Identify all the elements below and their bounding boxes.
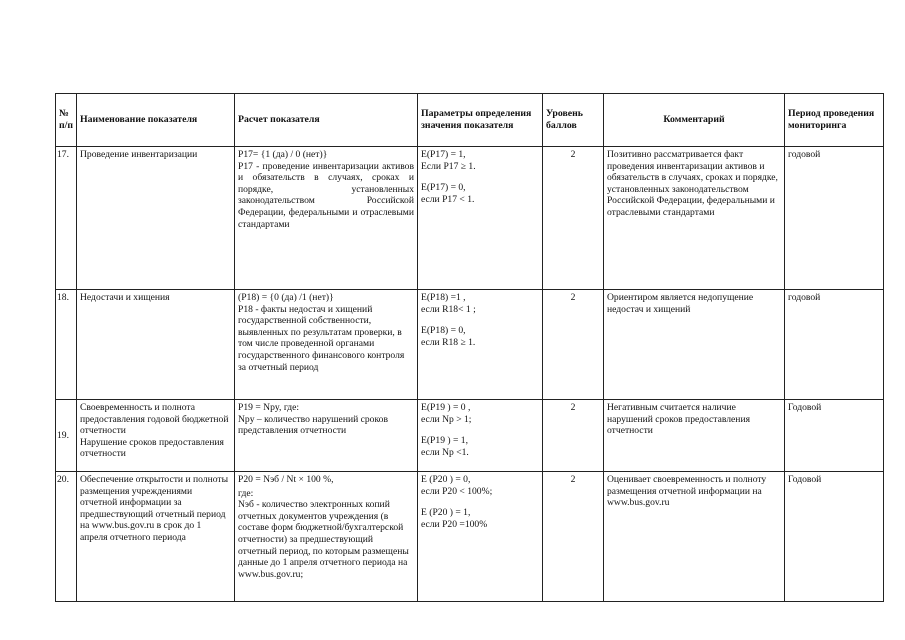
params-false: E (P20 ) = 0, если P20 < 100%; [421, 474, 493, 497]
table-row [56, 290, 884, 400]
params-true: E(P18) =1 , если R18< 1 ; [421, 292, 476, 315]
indicators-table [55, 93, 884, 602]
row-num: 17. [56, 147, 77, 290]
row-params [418, 147, 543, 290]
row-calc: P19 = Npy, где: Npy – количество нарушений сроков представления отчетности [235, 400, 418, 472]
row-num: 19. [56, 400, 77, 472]
row-params [418, 400, 543, 472]
row-comment: Позитивно рассматривается факт проведения инвентаризации активов и обязательств в случаях, сроках и порядке, установленных законодательством Российской Федерации, федеральными и отраслевыми стандартами [604, 147, 785, 290]
header-level: Уровень баллов [543, 94, 604, 147]
row-params [418, 290, 543, 400]
row-calc: (P18) = {0 (да) /1 (нет)} P18 - факты недостач и хищений государственной собственности, выявленных по результатам проверки, в том числе проведенной органами государственного финансового контроля за отчетный период [235, 290, 418, 400]
header-params: Параметры определения значения показателя [418, 94, 543, 147]
params-false: E(P19 ) = 1, если Np <1. [421, 435, 469, 458]
row-name: Обеспечение открытости и полноты размещения учреждениями отчетной информации за предшествующий отчетный период на www.bus.gov.ru в срок до 1 апреля отчетного периода [77, 472, 235, 602]
row-comment: Ориентиром является недопущение недостач и хищений [604, 290, 785, 400]
params-false: E(P18) = 0, если R18 ≥ 1. [421, 325, 476, 348]
row-name: Недостачи и хищения [77, 290, 235, 400]
row-period: годовой [785, 290, 884, 400]
params-false: E(P17) = 0, если P17 < 1. [421, 182, 475, 205]
row-level: 2 [543, 472, 604, 602]
row-level: 2 [543, 290, 604, 400]
row-name: Своевременность и полнота предоставления годовой бюджетной отчетности Нарушение сроков предоставления отчетности [77, 400, 235, 472]
row-level: 2 [543, 400, 604, 472]
row-calc [235, 472, 418, 602]
row-period: годовой [785, 147, 884, 290]
header-calc: Расчет показателя [235, 94, 418, 147]
header-num: № п/п [56, 94, 77, 147]
row-name: Проведение инвентаризации [77, 147, 235, 290]
table-header-row [56, 94, 884, 147]
params-true: E(P19 ) = 0 , если Np > 1; [421, 402, 472, 425]
table-row [56, 400, 884, 472]
calc-formula: P20 = Nэб / Nt × 100 %, [238, 474, 334, 485]
header-comment: Комментарий [604, 94, 785, 147]
header-name: Наименование показателя [77, 94, 235, 147]
row-period: Годовой [785, 400, 884, 472]
table-row [56, 472, 884, 602]
row-period: Годовой [785, 472, 884, 602]
table-row [56, 147, 884, 290]
row-comment: Негативным считается наличие нарушений сроков предоставления отчетности [604, 400, 785, 472]
params-true: E (P20 ) = 1, если P20 =100% [421, 507, 488, 530]
header-period: Период проведения мониторинга [785, 94, 884, 147]
row-comment: Оценивает своевременность и полноту размещения отчетной информации на www.bus.gov.ru [604, 472, 785, 602]
row-params [418, 472, 543, 602]
params-true: E(P17) = 1, Если P17 ≥ 1. [421, 149, 476, 172]
calc-text: где: Nэб - количество электронных копий отчетных документов учреждения (в составе форм бюджетной/бухгалтерской отчетности) за предшествующий отчетный период, по которым размещены данные до 1 апреля отчетного периода на www.bus.gov.ru; [238, 487, 409, 580]
row-num: 20. [56, 472, 77, 602]
row-num: 18. [56, 290, 77, 400]
row-level: 2 [543, 147, 604, 290]
row-calc: P17= {1 (да) / 0 (нет)} P17 - проведение инвентаризации активов и обязательств в случаях, сроках и порядке, установленных законодательством Российской Федерации, федеральными и отраслевыми стандартами [235, 147, 418, 290]
